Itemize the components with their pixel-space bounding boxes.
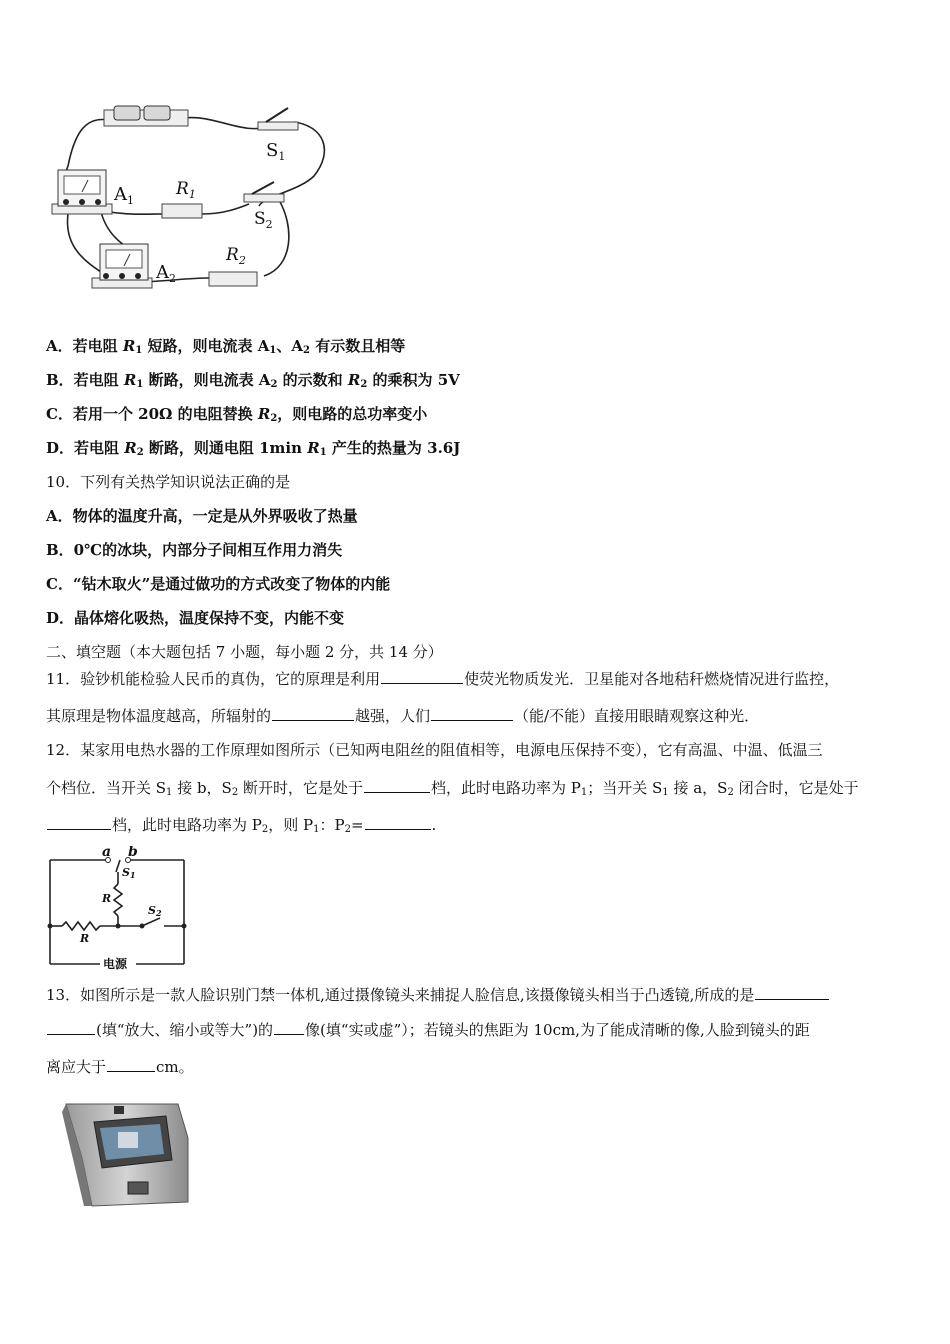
q13-line-1: 13．如图所示是一款人脸识别门禁一体机,通过摄像镜头来捕捉人脸信息,该摄像镜头相当于凸透镜,所成的是 [46, 984, 908, 1005]
answer-blank[interactable] [107, 1056, 155, 1072]
answer-blank[interactable] [755, 984, 829, 1000]
answer-blank[interactable] [274, 1019, 304, 1035]
section-title: 二、填空题（本大题包括 7 小题，每小题 2 分，共 14 分） [46, 643, 443, 661]
answer-blank[interactable] [431, 705, 513, 721]
q10-option-b: B．0℃的冰块，内部分子间相互作用力消失 [46, 541, 343, 559]
face-recognition-terminal-image [58, 1098, 192, 1210]
q9-option-b: B．若电阻 $R_1$ 断路，则电流表 $A_2$ 的示数和 $R_2$ 的乘积为 5V [46, 371, 460, 390]
label-s2: $S_2$ [254, 209, 273, 231]
q12-line-3: 档，此时电路功率为 $P_2$，则 $P_1$：$P_2=$ . [46, 814, 908, 835]
q10-option-c: C．“钻木取火”是通过做功的方式改变了物体的内能 [46, 575, 391, 593]
circuit-diagram-1 [44, 96, 344, 296]
q9-option-c: C．若用一个 20Ω 的电阻替换 $R_2$，则电路的总功率变小 [46, 405, 428, 424]
q10-option-d: D．晶体熔化吸热，温度保持不变，内能不变 [46, 609, 345, 627]
q11-line-2: 其原理是物体温度越高，所辐射的 越强，人们 （能/不能）直接用眼睛观察这种光． [46, 707, 760, 725]
q13-line-2: (填“放大、缩小或等大”)的 像(填“实或虚”）；若镜头的焦距为 10cm,为了能成清晰的像,人脸到镜头的距 [46, 1019, 908, 1040]
q9-option-a: A．若电阻 $R_1$ 短路，则电流表 $A_1$、$A_2$ 有示数且相等 [46, 337, 406, 356]
label-r1: $R_1$ [176, 179, 196, 201]
answer-blank[interactable] [47, 814, 111, 830]
label-s1: S1 [122, 866, 136, 880]
label-b: b [128, 846, 138, 860]
label-r2: $R_2$ [226, 245, 246, 267]
q9-option-d: D．若电阻 $R_2$ 断路，则通电阻 1min $R_1$ 产生的热量为 3.6J [46, 439, 461, 458]
label-a2: $A_2$ [156, 262, 176, 285]
label-power-source: 电源 [103, 957, 128, 970]
circuit-diagram-2 [40, 846, 190, 970]
q10-stem: 10．下列有关热学知识说法正确的是 [46, 473, 291, 491]
label-r-vertical: R [102, 892, 112, 905]
q12-line-2: 个档位．当开关 $S_1$ 接 b，$S_2$ 断开时，它是处于 档，此时电路功率为 $P_1$；当开关 $S_1$ 接 a，$S_2$ 闭合时，它是处于 [46, 779, 859, 798]
label-s1: $S_1$ [266, 140, 286, 163]
answer-blank[interactable] [381, 668, 463, 684]
answer-blank[interactable] [365, 814, 431, 830]
answer-blank[interactable] [364, 777, 430, 793]
q11-line-1: 11．验钞机能检验人民币的真伪，它的原理是利用 使荧光物质发光．卫星能对各地秸秆燃烧情况进行监控， [46, 670, 840, 688]
q13-line-3: 离应大于 cm。 [46, 1058, 194, 1076]
q12-line-1: 12．某家用电热水器的工作原理如图所示（已知两电阻丝的阻值相等，电源电压保持不变），它有高温、中温、低温三 [46, 741, 823, 759]
label-r-horizontal: R [80, 932, 90, 945]
answer-blank[interactable] [272, 705, 354, 721]
label-a1: $A_1$ [114, 184, 134, 207]
answer-blank[interactable] [47, 1019, 95, 1035]
label-s2: S2 [148, 904, 162, 918]
label-a: a [102, 846, 112, 860]
q10-option-a: A．物体的温度升高，一定是从外界吸收了热量 [46, 507, 358, 525]
